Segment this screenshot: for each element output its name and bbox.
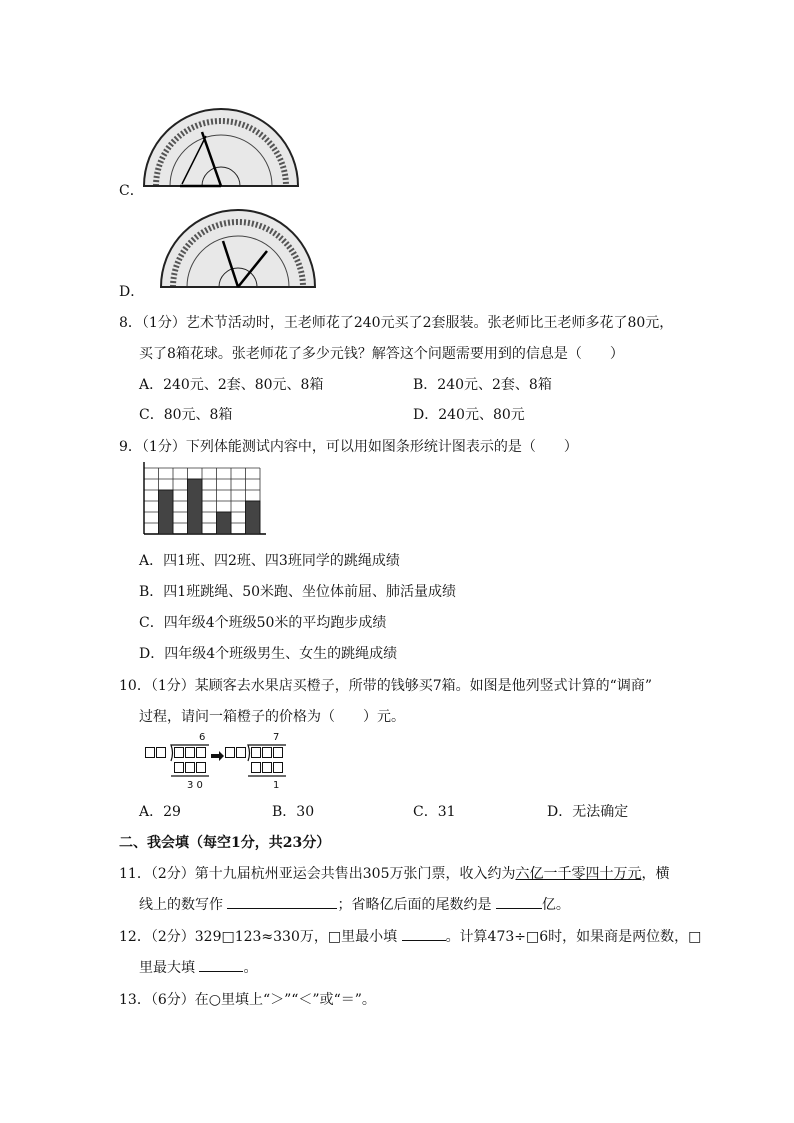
q10-line1: 10．（1分）某顾客去水果店买橙子，所带的钱够买7箱。如图是他列竖式计算的“调商”: [119, 678, 652, 694]
section-2-title: 二、我会填（每空1分，共23分）: [119, 835, 331, 851]
bar-3: [217, 512, 232, 534]
q10-divisor-2: [225, 747, 247, 761]
q8-line1: 8．（1分）艺术节活动时，王老师花了240元买了2套服装。张老师比王老师多花了80元，: [119, 315, 674, 331]
q10-divisor-1: [145, 747, 167, 761]
q10-product-1: [174, 762, 207, 776]
q10-division-figure: [143, 732, 293, 792]
q8-line2: 买了8箱花球。张老师花了多少元钱？解答这个问题需要用到的信息是（ ）: [139, 346, 624, 362]
q10-product-2: [251, 762, 284, 776]
q9-option-a: A．四1班、四2班、四3班同学的跳绳成绩: [139, 553, 400, 569]
q11-blank-1[interactable]: [227, 894, 337, 909]
q12-line1: 12．（2分）329□123≈330万，□里最小填 。计算473÷□6时，如果商是两位数，□: [119, 926, 701, 946]
q10-quotient-1: 6: [199, 732, 206, 743]
q13-line1: 13．（6分）在○里填上“＞”“＜”或“＝”。: [119, 992, 376, 1008]
q10-option-a: A．29: [139, 804, 181, 820]
q10-line-2: [248, 775, 288, 779]
q10-line-1: [171, 775, 211, 779]
right-arrow-icon: [211, 750, 225, 762]
q8-option-b: B．240元、2套、8箱: [413, 377, 552, 393]
q10-quotient-2: 7: [273, 732, 280, 743]
bar-4: [246, 501, 261, 534]
q12-blank-2[interactable]: [199, 957, 243, 972]
q10-dividend-1: [174, 747, 207, 761]
q10-option-b: B．30: [272, 804, 315, 820]
q11-underlined-amount: 六亿一千零四十万元: [515, 866, 642, 882]
q10-option-c: C．31: [413, 804, 456, 820]
q9-line1: 9．（1分）下列体能测试内容中，可以用如图条形统计图表示的是（ ）: [119, 439, 578, 455]
q9-option-d: D．四年级4个班级男生、女生的跳绳成绩: [139, 646, 398, 662]
bar-1: [159, 490, 174, 534]
q10-dividend-2: [251, 747, 284, 761]
q9-bar-chart: [140, 464, 266, 540]
q7-option-d-label: D．: [119, 284, 145, 300]
q10-remainder-1: 3 0: [187, 780, 203, 791]
q11-line2: 线上的数写作 ；省略亿后面的尾数约是 亿。: [139, 894, 570, 914]
q12-line2: 里最大填 。: [139, 957, 257, 977]
q7-option-c-protractor: [142, 106, 300, 188]
q9-option-c: C．四年级4个班级50米的平均跑步成绩: [139, 615, 387, 631]
q8-option-d: D．240元、80元: [413, 407, 525, 423]
q8-option-c: C．80元、8箱: [139, 407, 233, 423]
q10-line2: 过程，请问一箱橙子的价格为（ ）元。: [139, 709, 405, 725]
q10-remainder-2: 1: [273, 780, 280, 791]
q8-option-a: A．240元、2套、80元、8箱: [139, 377, 324, 393]
q7-option-d-protractor: [159, 207, 317, 289]
q10-option-d: D．无法确定: [547, 804, 629, 820]
q12-blank-1[interactable]: [402, 926, 446, 941]
q11-line1: 11．（2分）第十九届杭州亚运会共售出305万张门票，收入约为六亿一千零四十万元，横: [119, 866, 670, 882]
q9-option-b: B．四1班跳绳、50米跑、坐位体前屈、肺活量成绩: [139, 584, 457, 600]
q7-option-c-label: C．: [119, 183, 144, 199]
bar-2: [188, 479, 203, 534]
q11-blank-2[interactable]: [496, 894, 542, 909]
